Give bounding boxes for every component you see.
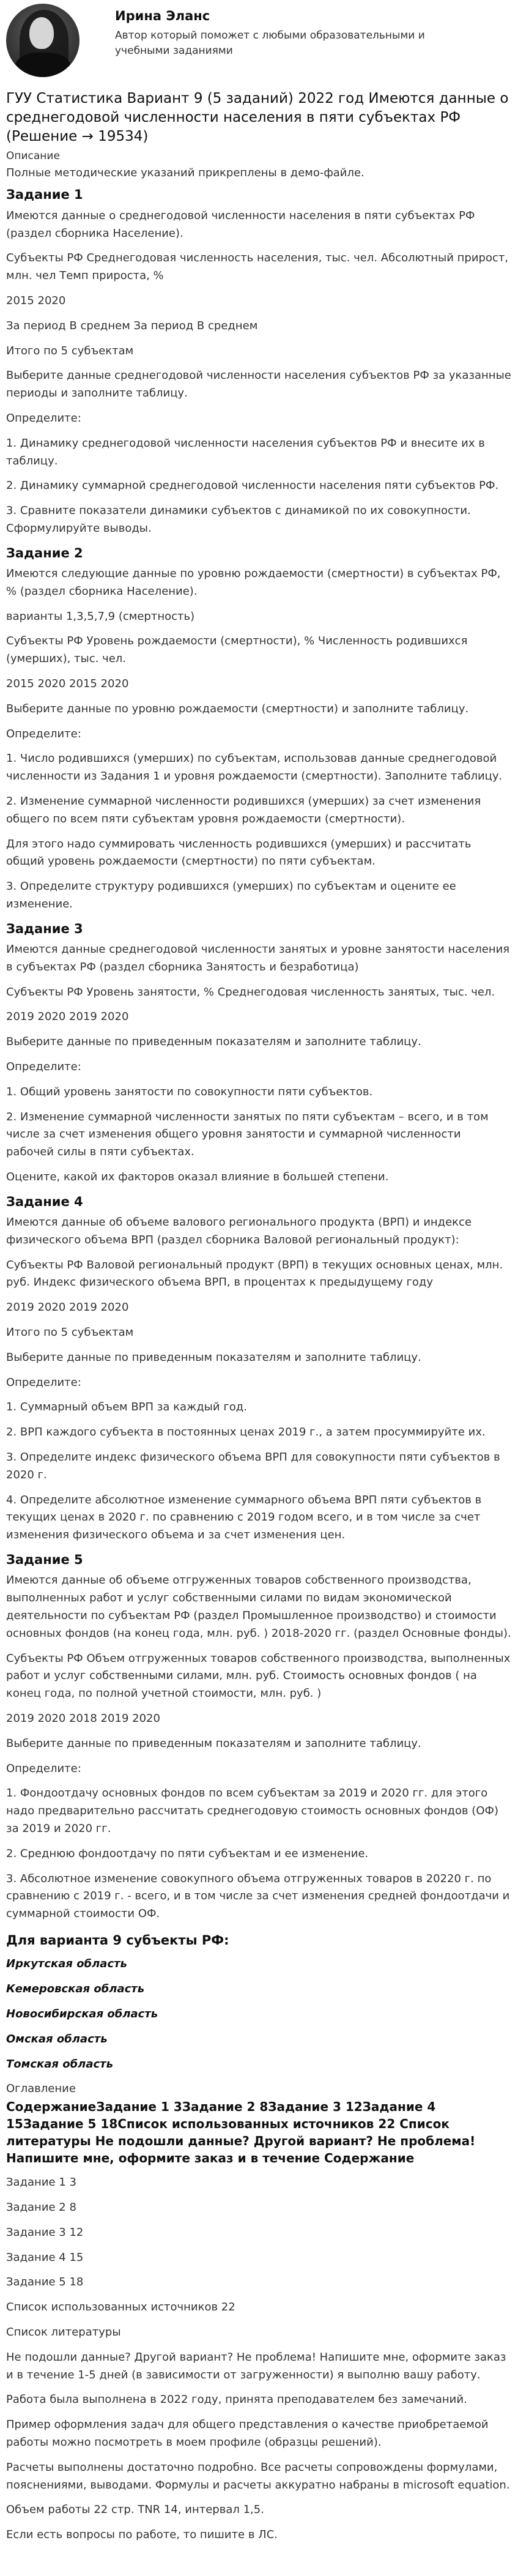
closing-paragraph: Не подошли данные? Другой вариант? Не проблема! Напишите мне, оформите заказ и в течение 1-5 дней (в зависимости от загруженности) я выполню вашу работу. xyxy=(6,2350,506,2381)
toc-item: Задание 3 12 xyxy=(6,2225,84,2239)
region-item: Кемеровская область xyxy=(6,1982,145,1996)
task-paragraph: Определите: xyxy=(6,1060,81,1074)
task-paragraph: 2. Среднюю фондоотдачу по пяти субъектам и ее изменение. xyxy=(6,1847,369,1860)
task-paragraph: Выберите данные по уровню рождаемости (смертности) и заполните таблицу. xyxy=(6,702,469,715)
task-paragraph: Выберите данные по приведенным показателям и заполните таблицу. xyxy=(6,1035,421,1049)
description-text: Полные методические указаний прикреплены в демо-файле. xyxy=(6,166,364,179)
toc-item: Задание 4 15 xyxy=(6,2250,84,2264)
task-paragraph: 1. Динамику среднегодовой численности населения субъектов РФ и внесите их в таблицу. xyxy=(6,436,485,467)
task-paragraph: 2. ВРП каждого субъекта в постоянных ценах 2019 г., а затем просуммируйте их. xyxy=(6,1426,486,1439)
toc-item: Задание 1 3 xyxy=(6,2176,76,2189)
toc-item: Задание 5 18 xyxy=(6,2276,84,2289)
region-item: Томская область xyxy=(6,2057,113,2071)
closing-paragraph: Пример оформления задач для общего представления о качестве приобретаемой работы можно посмотреть в моем профиле (образцы решений). xyxy=(6,2418,489,2449)
task-paragraph: 2. Изменение суммарной численности родившихся (умерших) за счет изменения общего по всем пяти субъектам уровня рождаемости (смертности). xyxy=(6,794,481,825)
task-paragraph: 1. Фондоотдачу основных фондов по всем субъектам за 2019 и 2020 гг. для этого надо предварительно рассчитать среднегодовую стоимость основных фондов (ОФ) за 2019 и 2020 гг. xyxy=(6,1787,499,1835)
task-title: Задание 2 xyxy=(6,545,83,560)
task-paragraph: Имеются данные об объеме валового регионального продукта (ВРП) и индексе физического объема ВРП (раздел сборника Валовой региональный продукт): xyxy=(6,1216,472,1246)
task-paragraph: 2015 2020 xyxy=(6,294,66,307)
task-paragraph: Имеются данные об объеме отгруженных товаров собственного производства, выполненных работ и услуг собственными силами по видам экономической деятельности по субъектам РФ (раздел Промышленное производство) и стоимости основных фондов (на конец года, млн. руб. ) 2018-2020 гг. (раздел Основные фонды). xyxy=(6,1574,511,1640)
task-paragraph: 2019 2020 2019 2020 xyxy=(6,1010,129,1024)
region-item: Омская область xyxy=(6,2032,108,2046)
author-header xyxy=(6,0,512,88)
closing-section xyxy=(6,2324,512,2544)
task-paragraph: Субъекты РФ Уровень занятости, % Среднегодовая численность занятых, тыс. чел. xyxy=(6,985,495,999)
task-title: Задание 5 xyxy=(6,1552,83,1568)
toc-item: Задание 2 8 xyxy=(6,2201,76,2214)
task-paragraph: Выберите данные по приведенным показателям и заполните таблицу. xyxy=(6,1350,421,1364)
task-paragraph: За период В среднем За период В среднем xyxy=(6,319,258,332)
closing-paragraph: Расчеты выполнены достаточно подробно. Все расчеты сопровождены формулами, пояснениями, выводами. Формулы и расчеты аккуратно набраны в microsoft equation. xyxy=(6,2460,510,2492)
task-paragraph: 1. Общий уровень занятости по совокупности пяти субъектов. xyxy=(6,1085,373,1098)
description-label: Описание xyxy=(6,150,60,163)
toc-list xyxy=(6,2174,512,2317)
task-section xyxy=(6,1552,512,1923)
toc-summary: СодержаниеЗадание 1 3Задание 2 8Задание 3 12Задание 4 15Задание 5 18Список использованных источников 22 Список литературы Не подошли данные? Другой вариант? Не проблема! Напишите мне, оформите заказ и в течение Содержание xyxy=(6,2099,476,2166)
task-paragraph: 3. Определите индекс физического объема ВРП для совокупности пяти субъектов в 2020 г. xyxy=(6,1451,500,1481)
closing-paragraph: Объем работы 22 стр. TNR 14, интервал 1,5. xyxy=(6,2503,264,2517)
closing-paragraph: Если есть вопросы по работе, то пишите в ЛС. xyxy=(6,2528,278,2542)
task-paragraph: 3. Сравните показатели динамики субъектов с динамикой по их совокупности. Сформулируйте выводы. xyxy=(6,504,471,535)
task-paragraph: 4. Определите абсолютное изменение суммарного объема ВРП пяти субъектов в текущих ценах в 2020 г. по сравнению с 2019 годом всего, и в том числе за счет изменения физического объема и за счет изменения цен. xyxy=(6,1493,482,1542)
task-paragraph: 2. Изменение суммарной численности занятых по пяти субъектам – всего, и в том числе за счет изменения общего уровня занятости и суммарной численности рабочей силы в пяти субъектах. xyxy=(6,1110,489,1159)
variant-title: Для варианта 9 субъекты РФ: xyxy=(6,1932,229,1948)
task-paragraph: 2019 2020 2018 2019 2020 xyxy=(6,1711,160,1725)
task-paragraph: Имеются данные среднегодовой численности занятых и уровне занятости населения в субъектах РФ (раздел сборника Занятость и безработица) xyxy=(6,943,510,973)
task-paragraph: Определите: xyxy=(6,411,81,425)
task-paragraph: варианты 1,3,5,7,9 (смертность) xyxy=(6,609,195,623)
task-paragraph: 3. Абсолютное изменение совокупного объема отгруженных товаров в 20220 г. по сравнению с 2019 г. - всего, и в том числе за счет изменения средней фондоотдачи и суммарной стоимости ОФ. xyxy=(6,1872,510,1921)
task-paragraph: Определите: xyxy=(6,727,81,740)
task-paragraph: 2. Динамику суммарной среднегодовой численности населения пяти субъектов РФ. xyxy=(6,479,499,493)
task-section xyxy=(6,1194,512,1544)
author-name[interactable]: Ирина Эланс xyxy=(115,9,210,23)
task-paragraph: Определите: xyxy=(6,1762,81,1775)
task-paragraph: Субъекты РФ Валовой региональный продукт (ВРП) в текущих основных ценах, млн. руб. Индекс физического объема ВРП, в процентах к предыдущему году xyxy=(6,1258,503,1289)
task-paragraph: Итого по 5 субъектам xyxy=(6,1326,134,1339)
task-section xyxy=(6,545,512,914)
toc-item: Список использованных источников 22 xyxy=(6,2301,235,2314)
task-paragraph: Оцените, какой их факторов оказал влияние в большей степени. xyxy=(6,1171,389,1183)
task-paragraph: Итого по 5 субъектам xyxy=(6,344,134,357)
page-title: ГУУ Статистика Вариант 9 (5 заданий) 2022 год Имеются данные о среднегодовой численности населения в пяти субъектах РФ (Решение → 19534) xyxy=(6,91,509,145)
author-description: Автор который поможет с любыми образовательными и учебными заданиями xyxy=(115,29,425,58)
task-paragraph: 1. Суммарный объем ВРП за каждый год. xyxy=(6,1401,247,1414)
task-paragraph: Выберите данные по приведенным показателям и заполните таблицу. xyxy=(6,1737,421,1750)
task-title: Задание 1 xyxy=(6,187,83,203)
task-paragraph: 2015 2020 2015 2020 xyxy=(6,677,129,690)
task-section xyxy=(6,921,512,1186)
closing-paragraph: Работа была выполнена в 2022 году, принята преподавателем без замечаний. xyxy=(6,2393,467,2407)
task-paragraph: Определите: xyxy=(6,1375,81,1389)
task-title: Задание 3 xyxy=(6,921,83,936)
task-paragraph: Субъекты РФ Уровень рождаемости (смертности), % Численность родившихся (умерших), тыс. чел. xyxy=(6,635,468,666)
tasks-container xyxy=(6,187,512,1923)
task-paragraph: Выберите данные среднегодовой численности населения субъектов РФ за указанные периоды и заполните таблицу. xyxy=(6,369,511,400)
task-paragraph: Имеются следующие данные по уровню рождаемости (смертности) в субъектах РФ, % (раздел сборника Население). xyxy=(6,567,501,598)
task-paragraph: Субъекты РФ Среднегодовая численность населения, тыс. чел. Абсолютный прирост, млн. чел Темп прироста, % xyxy=(6,251,509,283)
task-paragraph: 3. Определите структуру родившихся (умерших) по субъектам и оцените ее изменение. xyxy=(6,880,456,910)
task-paragraph: Имеются данные о среднегодовой численности населения в пяти субъектах РФ (раздел сборника Население). xyxy=(6,209,475,240)
task-paragraph: Для этого надо суммировать численность родившихся (умерших) и рассчитать общий уровень рождаемости (смертности) по пяти субъектам. xyxy=(6,837,472,868)
task-paragraph: 1. Число родившихся (умерших) по субъектам, использовав данные среднегодовой численности из Задания 1 и уровня рождаемости (смертности). Заполните таблицу. xyxy=(6,752,503,783)
region-item: Новосибирская область xyxy=(6,2008,158,2021)
regions-list xyxy=(6,1956,512,2073)
task-paragraph: Субъекты РФ Объем отгруженных товаров собственного производства, выполненных работ и услуг собственными силами, млн. руб. Стоимость основных фондов ( на конец года, по полной учетной стоимости, млн. руб. ) xyxy=(6,1651,511,1700)
region-item: Иркутская область xyxy=(6,1957,127,1971)
task-section xyxy=(6,187,512,537)
toc-label: Оглавление xyxy=(6,2082,76,2096)
author-avatar[interactable] xyxy=(6,4,80,77)
closing-paragraph: Список литературы xyxy=(6,2326,121,2339)
author-info xyxy=(115,4,457,59)
task-paragraph: 2019 2020 2019 2020 xyxy=(6,1301,129,1314)
task-title: Задание 4 xyxy=(6,1194,83,1209)
